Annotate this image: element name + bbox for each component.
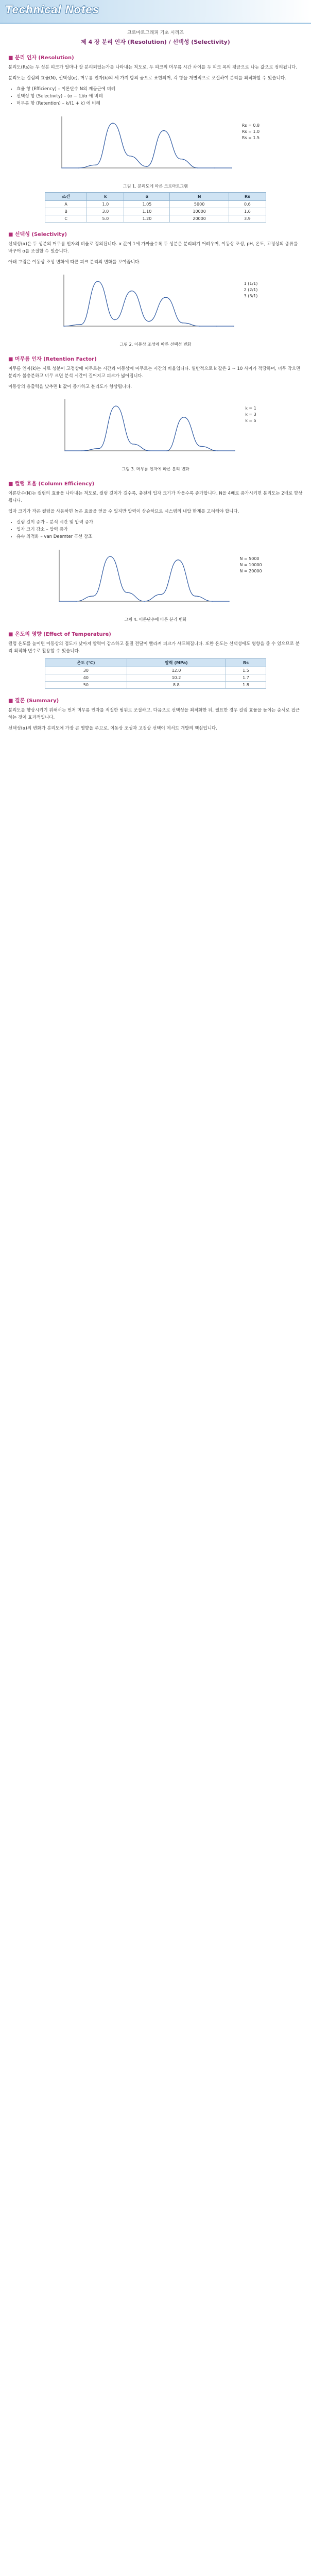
data-point: [131, 291, 132, 292]
section: [8, 53, 303, 107]
table-cell: 10000: [170, 208, 229, 215]
article-body: [0, 53, 311, 732]
chromatogram: [51, 111, 237, 180]
data-point: [217, 450, 218, 451]
series-line: [65, 406, 235, 451]
figure: [8, 111, 303, 180]
table-row: [45, 201, 266, 208]
section-title: ■ 결론 (Summary): [8, 698, 59, 704]
table-cell: 12.0: [127, 667, 226, 674]
paragraph: 이론단수(N)는 컬럼의 효율을 나타내는 척도로, 컬럼 길이가 길수록, 충전제 입자 크기가 작을수록 증가합니다. N을 4배로 증가시키면 분리도는 2배로 향상됩니다.: [8, 491, 303, 503]
data-table: [45, 658, 266, 689]
axis-line: [64, 275, 234, 326]
data-point: [146, 166, 147, 167]
table-header-cell: Rs: [226, 659, 266, 667]
chromatogram-svg: [49, 545, 234, 612]
table-header-cell: 압력 (MPa): [127, 659, 226, 667]
data-point: [81, 450, 82, 451]
table-header-cell: N: [170, 193, 229, 201]
section: [8, 630, 303, 655]
figure: [8, 545, 303, 614]
legend-entry: 2 (2/1): [244, 287, 258, 292]
table-cell: C: [45, 215, 87, 223]
data-point: [63, 326, 64, 327]
banner: [0, 0, 311, 24]
chromatogram: [49, 545, 234, 614]
banner-title: Technical Notes: [5, 3, 99, 16]
legend-entry: N = 10000: [239, 563, 262, 567]
data-point: [197, 167, 198, 168]
section-title: ■ 온도의 영향 (Effect of Temperature): [8, 632, 111, 637]
paragraph: 분리도(Rs)는 두 성분 피크가 얼마나 잘 분리되었는가를 나타내는 척도로, 두 피크의 머무름 시간 차이를 두 피크 폭의 평균으로 나눈 값으로 정의됩니다.: [8, 65, 297, 70]
figure: [8, 269, 303, 338]
section-title: ■ 컬럼 효율 (Column Efficiency): [8, 481, 95, 487]
paragraph: 분리도를 향상시키기 위해서는 먼저 머무름 인자를 적절한 범위로 조절하고, 다음으로 선택성을 최적화한 뒤, 필요한 경우 컬럼 효율을 높이는 순서로 접근하는 것이 효과적입니다.: [8, 708, 300, 720]
bullet-item: • 선택성 항 (Selectivity) – (α − 1)/α 에 비례: [16, 93, 303, 100]
legend: [239, 556, 262, 574]
section-title: ■ 분리 인자 (Resolution): [8, 55, 74, 61]
table-header-cell: 조건: [45, 193, 87, 201]
table-cell: 10.2: [127, 674, 226, 682]
table-header-cell: 온도 (℃): [45, 659, 127, 667]
data-point: [61, 167, 62, 168]
data-point: [78, 167, 79, 168]
legend: [242, 123, 260, 141]
paragraph: 컬럼 온도를 높이면 이동상의 점도가 낮아져 압력이 감소하고 물질 전달이 빨라져 피크가 샤프해집니다. 또한 온도는 선택성에도 영향을 줄 수 있으므로 분리 최적화 변수로 활용할 수 있습니다.: [8, 641, 300, 654]
bullet-list: [16, 86, 303, 107]
series-line: [62, 123, 232, 168]
data-point: [200, 446, 201, 447]
data-point: [214, 167, 215, 168]
data-table: [45, 192, 266, 223]
data-point: [76, 601, 77, 602]
table-cell: 3.0: [87, 208, 124, 215]
data-point: [231, 167, 232, 168]
figure-caption: 그림 3. 머무름 인자에 따른 분리 변화: [122, 467, 189, 471]
table-cell: 1.0: [87, 201, 124, 208]
figure: [8, 394, 303, 463]
data-point: [182, 323, 183, 324]
paragraph: 분리도는 컬럼의 효율(N), 선택성(α), 머무름 인자(k)의 세 가지 항의 곱으로 표현되며, 각 항을 개별적으로 조절하여 분리를 최적화할 수 있습니다.: [8, 76, 286, 81]
data-point: [229, 601, 230, 602]
chromatogram-svg: [51, 111, 237, 178]
legend-entry: Rs = 1.5: [241, 135, 260, 140]
data-point: [149, 450, 150, 451]
headline: [0, 29, 311, 46]
table-cell: 20000: [170, 215, 229, 223]
data-point: [129, 156, 130, 157]
data-point: [180, 159, 181, 160]
axis-line: [62, 116, 232, 168]
headline-sub: 크로마토그래피 기초 시리즈: [127, 30, 184, 36]
data-point: [115, 405, 116, 406]
paragraph: 아래 그림은 이동상 조성 변화에 따른 피크 분리의 변화를 보여줍니다.: [8, 260, 141, 265]
table-cell: 1.20: [124, 215, 170, 223]
bullet-list: [16, 519, 303, 540]
data-point: [183, 417, 184, 418]
data-point: [212, 601, 213, 602]
table-header-row: [45, 193, 266, 201]
series-line: [64, 281, 234, 326]
table-cell: 1.6: [229, 208, 266, 215]
bullet-item: • 컬럼 길이 증가 – 분석 시간 및 압력 증가: [16, 519, 303, 526]
paragraph: 입자 크기가 작은 컬럼을 사용하면 높은 효율을 얻을 수 있지만 압력이 상승하므로 시스템의 내압 한계를 고려해야 합니다.: [8, 509, 239, 514]
table-cell: 1.05: [124, 201, 170, 208]
legend-entry: Rs = 1.0: [241, 129, 260, 134]
table-cell: 1.7: [226, 674, 266, 682]
table-cell: 8.8: [127, 682, 226, 689]
paragraph: 선택성(α)은 두 성분의 머무름 인자의 비율로 정의됩니다. α 값이 1에 가까울수록 두 성분은 분리되기 어려우며, 이동상 조성, pH, 온도, 고정상의 종류를 바꾸어 α를 조절할 수 있습니다.: [8, 242, 298, 254]
table-header-cell: α: [124, 193, 170, 201]
data-point: [93, 596, 94, 597]
paragraph: 이동상의 용출력을 낮추면 k 값이 증가하고 분리도가 향상됩니다.: [8, 384, 132, 389]
series-line: [59, 556, 229, 601]
figure-caption: 그림 2. 이동상 조성에 따른 선택성 변화: [119, 342, 192, 347]
paragraph: 머무름 인자(k)는 시료 성분이 고정상에 머무르는 시간과 이동상에 머무르는 시간의 비율입니다. 일반적으로 k 값은 2 ~ 10 사이가 적당하며, 너무 작으면 분리가 불충분하고 너무 크면 분석 시간이 길어지고 피크가 넓어집니다.: [8, 366, 301, 379]
data-point: [161, 594, 162, 595]
table-cell: 1.10: [124, 208, 170, 215]
legend-entry: k = 1: [245, 406, 256, 411]
data-point: [59, 601, 60, 602]
section: [8, 696, 303, 732]
legend-entry: 3 (3/1): [244, 294, 258, 298]
table-header-row: [45, 659, 266, 667]
legend-entry: N = 20000: [239, 569, 262, 573]
table-row: [45, 674, 266, 682]
data-point: [98, 448, 99, 449]
table-row: [45, 215, 266, 223]
table-cell: 50: [45, 682, 127, 689]
table-row: [45, 667, 266, 674]
data-point: [80, 324, 81, 325]
data-point: [110, 556, 111, 557]
legend-entry: Rs = 0.8: [241, 123, 260, 128]
table-cell: 5000: [170, 201, 229, 208]
table-header-cell: Rs: [229, 193, 266, 201]
legend: [244, 281, 258, 299]
data-point: [112, 123, 113, 124]
table-cell: A: [45, 201, 87, 208]
bullet-item: • 효율 항 (Efficiency) – 이론단수 N의 제곱근에 비례: [16, 86, 303, 93]
section-title: ■ 머무름 인자 (Retention Factor): [8, 357, 97, 362]
data-point: [127, 592, 128, 593]
data-point: [178, 560, 179, 561]
table-cell: 3.9: [229, 215, 266, 223]
data-point: [195, 596, 196, 597]
table-cell: 0.6: [229, 201, 266, 208]
legend: [245, 405, 256, 424]
data-point: [144, 601, 145, 602]
data-point: [95, 164, 96, 165]
bullet-item: • 유속 최적화 – van Deemter 곡선 참조: [16, 533, 303, 540]
table-cell: 1.8: [226, 682, 266, 689]
legend-entry: 1 (1/1): [244, 281, 258, 286]
figure-caption: 그림 1. 분리도에 따른 크로마토그램: [123, 184, 188, 189]
table-cell: 1.5: [226, 667, 266, 674]
chromatogram: [54, 269, 239, 338]
table-cell: B: [45, 208, 87, 215]
data-point: [165, 297, 166, 298]
data-point: [216, 326, 217, 327]
legend-entry: k = 3: [245, 412, 256, 417]
data-point: [114, 319, 115, 320]
legend-entry: N = 5000: [239, 556, 260, 561]
paragraph: 선택성(α)의 변화가 분리도에 가장 큰 영향을 주므로, 이동상 조성과 고정상 선택이 메서드 개발의 핵심입니다.: [8, 726, 217, 731]
data-point: [97, 281, 98, 282]
data-point: [234, 450, 235, 451]
table-row: [45, 208, 266, 215]
data-point: [233, 326, 234, 327]
bullet-item: • 입자 크기 감소 – 압력 증가: [16, 526, 303, 533]
section-title: ■ 선택성 (Selectivity): [8, 232, 67, 238]
table-cell: 5.0: [87, 215, 124, 223]
chromatogram-svg: [54, 269, 239, 336]
headline-main: 제 4 장 분리 인자 (Resolution) / 선택성 (Selectivity): [81, 39, 230, 45]
legend-entry: k = 5: [245, 418, 256, 423]
table-header-cell: k: [87, 193, 124, 201]
figure-caption: 그림 4. 이론단수에 따른 분리 변화: [124, 617, 187, 622]
bullet-item: • 머무름 항 (Retention) – k/(1 + k) 에 비례: [16, 100, 303, 107]
data-point: [64, 450, 65, 451]
data-point: [148, 321, 149, 322]
data-point: [166, 450, 167, 451]
section: [8, 479, 303, 540]
section: [8, 230, 303, 266]
table-row: [45, 682, 266, 689]
table-cell: 40: [45, 674, 127, 682]
data-point: [132, 444, 133, 445]
chromatogram-svg: [55, 394, 240, 461]
data-point: [163, 130, 164, 131]
data-point: [199, 326, 200, 327]
table-cell: 30: [45, 667, 127, 674]
axis-line: [59, 550, 229, 601]
axis-line: [65, 399, 235, 451]
chromatogram: [55, 394, 240, 463]
section: [8, 354, 303, 391]
